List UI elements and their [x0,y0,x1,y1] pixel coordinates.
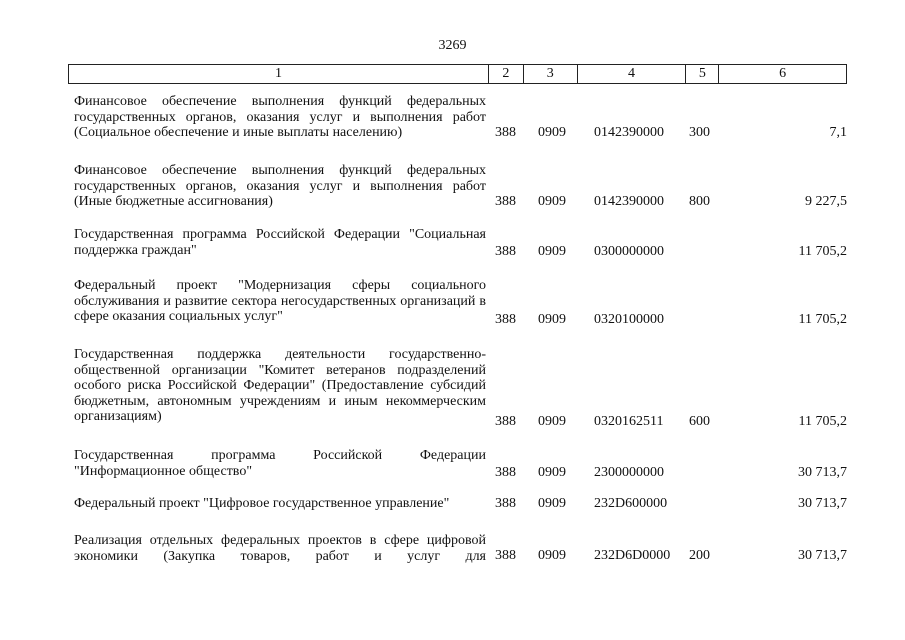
table-row [74,94,847,142]
row-gl: 388 [495,244,516,259]
row-amount: 7,1 [829,125,847,140]
row-amount: 11 705,2 [798,244,847,259]
row-description: Финансовое обеспечение выполнения функций федеральных государственных органов, оказания услуг и выполнения работ (Социальное обеспечение и иные выплаты населению) [74,94,486,140]
row-target: 0320162511 [594,414,664,429]
row-section: 0909 [538,548,566,563]
row-description: Федеральный проект "Цифровое государственное управление" [74,496,450,511]
row-section: 0909 [538,312,566,327]
header-col-6: 6 [779,66,787,81]
table-row [74,533,847,565]
row-amount: 11 705,2 [798,414,847,429]
row-gl: 388 [495,465,516,480]
row-target: 232D6D0000 [594,548,671,563]
row-target: 0320100000 [594,312,664,327]
row-gl: 388 [495,194,516,209]
row-amount: 30 713,7 [798,496,847,511]
row-description: Федеральный проект "Модернизация сферы социального обслуживания и развитие сектора негосударственных организаций в сфере оказания социальных услуг" [74,278,486,324]
row-target: 232D600000 [594,496,668,511]
row-target: 0142390000 [594,194,664,209]
row-target: 0300000000 [594,244,664,259]
row-amount: 9 227,5 [805,194,847,209]
table-row [74,163,847,211]
row-amount: 11 705,2 [798,312,847,327]
header-col-2: 2 [489,65,524,83]
row-description: Государственная программа Российской Федерации "Социальная поддержка граждан" [74,227,486,258]
row-section: 0909 [538,244,566,259]
table-row [74,347,847,427]
row-description: Реализация отдельных федеральных проектов в сфере цифровой экономики (Закупка товаров, работ и услуг для [74,533,486,564]
header-col-3: 3 [524,65,578,83]
row-section: 0909 [538,125,566,140]
row-target: 2300000000 [594,465,664,480]
header-col-5: 5 [686,65,719,83]
row-expense-type: 600 [689,414,710,429]
row-gl: 388 [495,548,516,563]
table-row [74,448,847,480]
table-row [74,496,847,514]
table-header-row [68,64,847,84]
row-gl: 388 [495,125,516,140]
row-description: Государственная программа Российской Федерации "Информационное общество" [74,448,486,479]
row-target: 0142390000 [594,125,664,140]
row-gl: 388 [495,312,516,327]
page-number: 3269 [438,38,467,53]
row-section: 0909 [538,465,566,480]
row-gl: 388 [495,414,516,429]
header-col-4: 4 [578,65,687,83]
row-section: 0909 [538,414,566,429]
row-expense-type: 800 [689,194,710,209]
row-section: 0909 [538,194,566,209]
table-row [74,278,847,326]
row-expense-type: 300 [689,125,710,140]
row-amount: 30 713,7 [798,465,847,480]
header-col-1: 1 [69,65,489,83]
table-row [74,227,847,259]
row-description: Государственная поддержка деятельности государственно-общественной организации "Комитет ветеранов подразделений особого риска Российской Федерации" (Предоставление субсидий бюджетным, автономным учреждениям и иным некоммерческим организациям) [74,347,486,424]
row-gl: 388 [495,496,516,511]
row-description: Финансовое обеспечение выполнения функций федеральных государственных органов, оказания услуг и выполнения работ (Иные бюджетные ассигнования) [74,163,486,209]
row-expense-type: 200 [689,548,710,563]
row-amount: 30 713,7 [798,548,847,563]
row-section: 0909 [538,496,566,511]
